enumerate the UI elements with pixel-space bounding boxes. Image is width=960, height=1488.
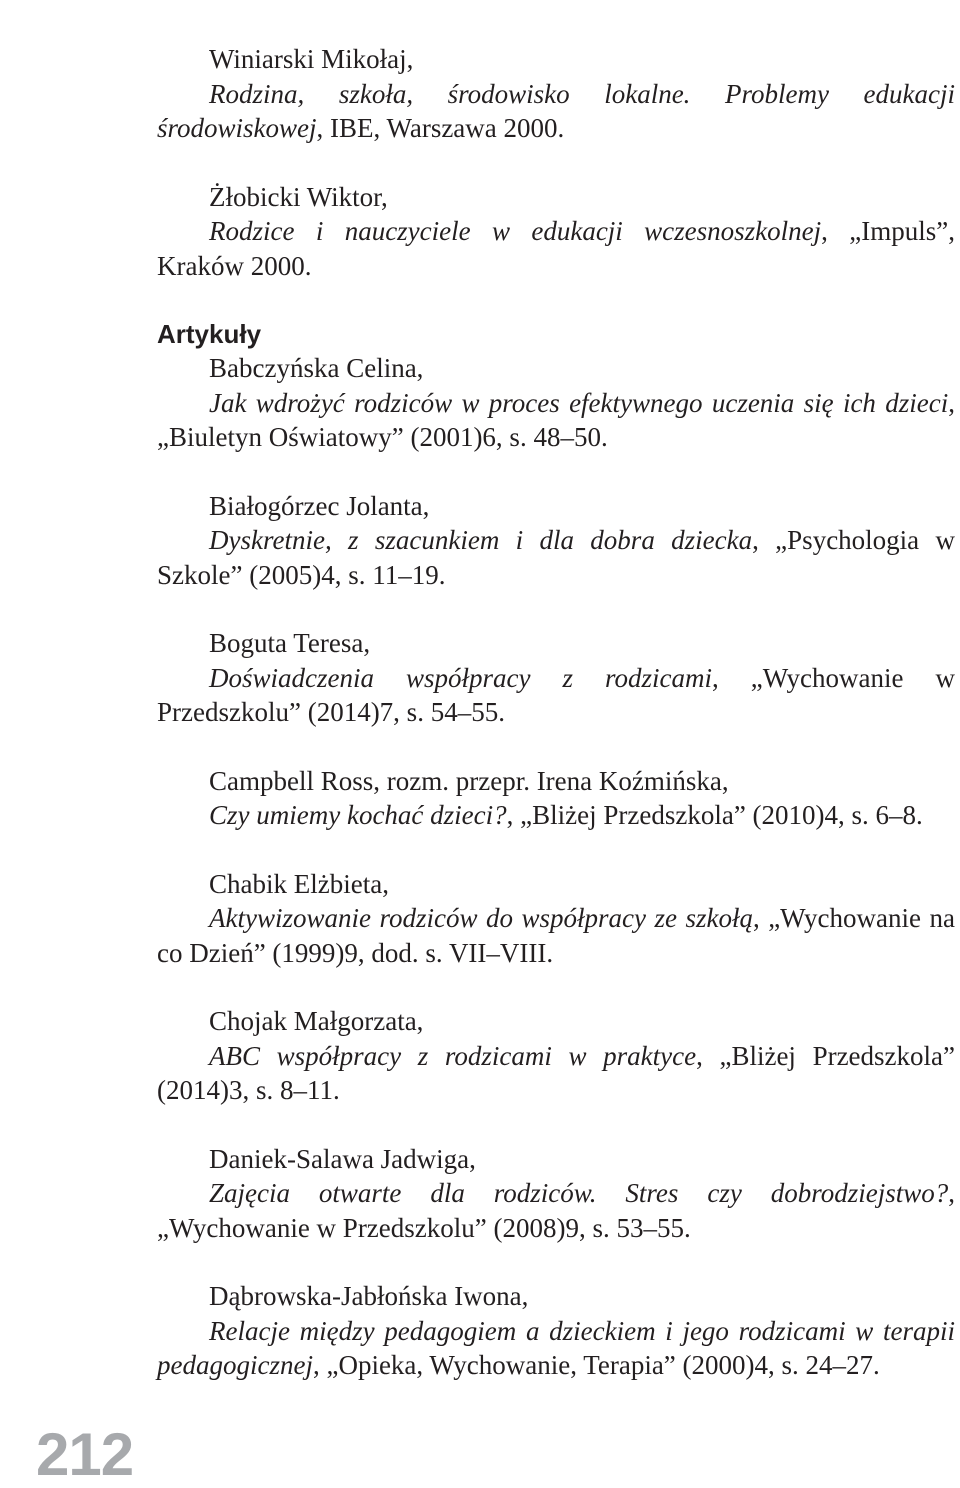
entry-reference	[157, 661, 955, 730]
entry-title: Jak wdrożyć rodziców w proces efektywnego uczenia się ich dzieci	[209, 387, 949, 418]
section-heading-articles: Artykuły	[157, 319, 262, 349]
entry-reference	[157, 901, 955, 970]
entry-author: Daniek-Salawa Jadwiga,	[209, 1143, 476, 1174]
bibliography-entry	[157, 1004, 955, 1108]
entry-title: Dyskretnie, z szacunkiem i dla dobra dziecka	[209, 525, 753, 555]
entry-details: , „Opieka, Wychowanie, Terapia” (2000)4, s. 24–27.	[312, 1350, 880, 1380]
entry-title: Relacje między pedagogiem a dzieckiem i jego rodzicami w terapii pedagogicznej	[157, 1315, 955, 1380]
entry-details: , „Wychowanie na co Dzień” (1999)9, dod. s. VII–VIII.	[157, 903, 955, 968]
page-number: 212	[36, 1421, 134, 1488]
entry-title: Zajęcia otwarte dla rodziców. Stres czy dobrodziejstwo?	[209, 1178, 949, 1208]
entry-title: Rodzina, szkoła, środowisko lokalne. Problemy edukacji środowiskowej	[157, 78, 955, 143]
entry-reference	[157, 386, 955, 455]
entry-title: Doświadczenia współpracy z rodzicami	[209, 662, 712, 693]
bibliography-entry	[157, 1279, 955, 1383]
bibliography-entry	[157, 867, 955, 971]
entry-title: Rodzice i nauczyciele w edukacji wczesnoszkolnej	[209, 216, 822, 246]
entry-details: , „Wychowanie w Przedszkolu” (2014)7, s. 54–55.	[157, 662, 955, 727]
entry-author: Boguta Teresa,	[209, 628, 371, 658]
entry-reference	[157, 1176, 955, 1245]
bibliography-page	[157, 42, 955, 1383]
entry-reference	[157, 798, 955, 833]
entry-details: , „Bliżej Przedszkola” (2010)4, s. 6–8.	[506, 800, 923, 830]
bibliography-entry	[157, 351, 955, 455]
entry-author: Campbell Ross, rozm. przepr. Irena Koźmińska,	[209, 765, 729, 796]
entry-reference	[157, 214, 955, 283]
entry-author: Żłobicki Wiktor,	[209, 181, 388, 212]
bibliography-entry	[157, 626, 955, 730]
entry-details: , „Psychologia w Szkole” (2005)4, s. 11–19.	[157, 525, 955, 590]
entry-details: , „Bliżej Przedszkola” (2014)3, s. 8–11.	[157, 1040, 955, 1105]
entry-reference	[157, 1314, 955, 1383]
bibliography-entry	[157, 489, 955, 593]
entry-details: , „Biuletyn Oświatowy” (2001)6, s. 48–50.	[157, 387, 955, 452]
entry-author: Białogórzec Jolanta,	[209, 490, 430, 521]
entry-details: , „Wychowanie w Przedszkolu” (2008)9, s. 53–55.	[157, 1178, 955, 1243]
entry-title: ABC współpracy z rodzicami w praktyce	[209, 1040, 697, 1071]
entry-title: Aktywizowanie rodziców do współpracy ze szkołą	[209, 903, 753, 933]
entry-reference	[157, 1039, 955, 1108]
entry-reference	[157, 523, 955, 592]
entry-title: Czy umiemy kochać dzieci?	[209, 800, 507, 830]
bibliography-entry	[157, 764, 955, 833]
entry-author: Dąbrowska-Jabłońska Iwona,	[209, 1281, 529, 1311]
bibliography-entry	[157, 180, 955, 284]
entry-author: Chojak Małgorzata,	[209, 1006, 424, 1036]
entry-author: Babczyńska Celina,	[209, 353, 424, 383]
bibliography-entry	[157, 42, 955, 146]
bibliography-entry	[157, 1142, 955, 1246]
entry-reference	[157, 77, 955, 146]
entry-details: , IBE, Warszawa 2000.	[316, 113, 565, 143]
entry-details: , „Impuls”, Kraków 2000.	[157, 216, 955, 281]
entry-author: Chabik Elżbieta,	[209, 868, 389, 899]
entry-author: Winiarski Mikołaj,	[209, 44, 414, 74]
